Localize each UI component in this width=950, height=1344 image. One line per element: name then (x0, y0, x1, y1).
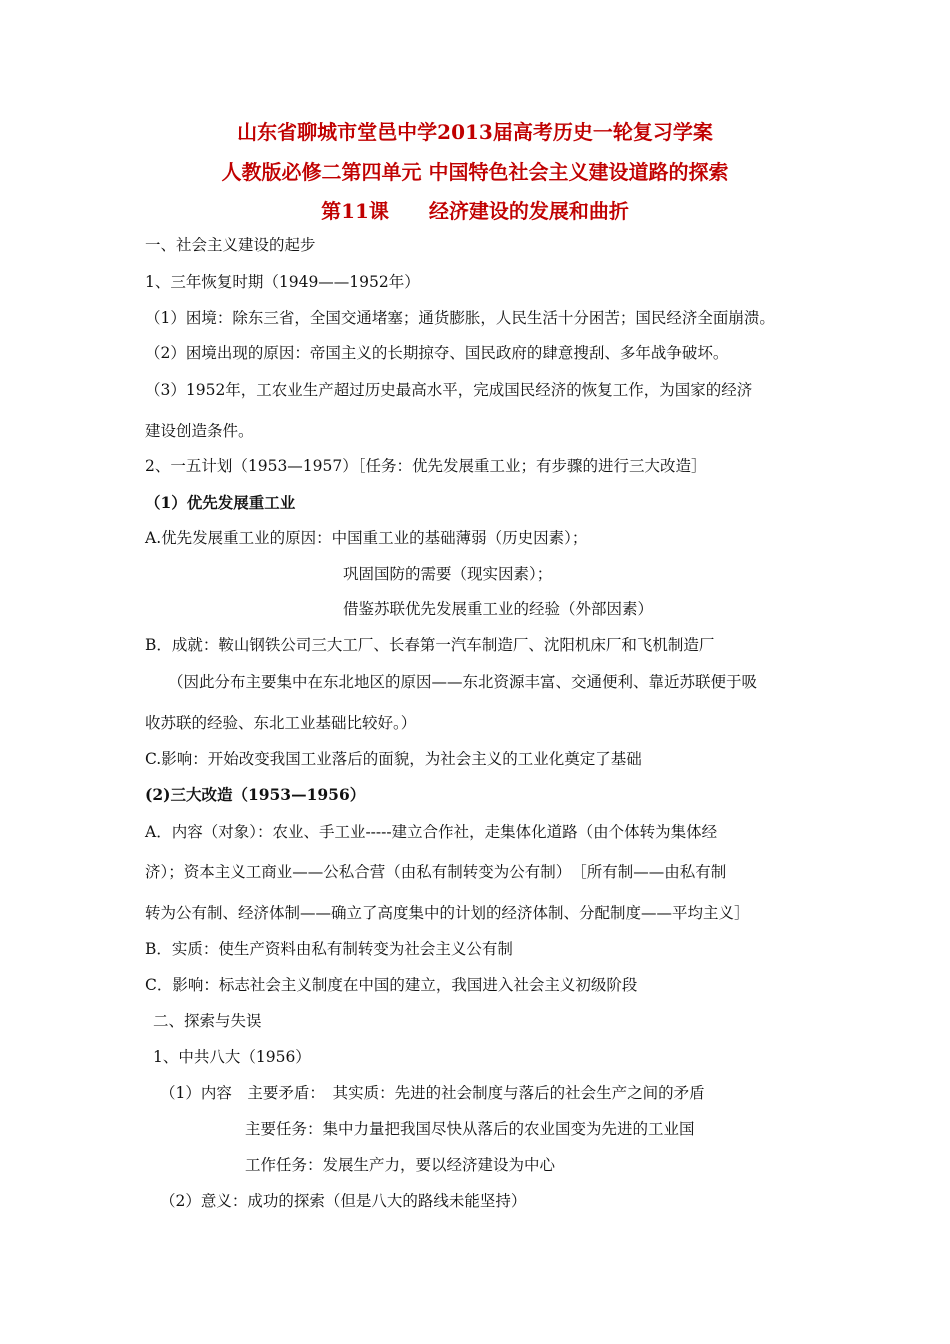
text-line: 建设创造条件。 (145, 422, 254, 440)
text-line: （1）内容 主要矛盾： 其实质：先进的社会制度与落后的社会生产之间的矛盾 (160, 1084, 705, 1102)
text-line: B．成就：鞍山钢铁公司三大工厂、长春第一汽车制造厂、沈阳机床厂和飞机制造厂 (145, 636, 715, 654)
text-line: 巩固国防的需要（现实因素）； (343, 565, 553, 583)
text-line: 转为公有制、经济体制——确立了高度集中的计划的经济体制、分配制度——平均主义］ (145, 904, 750, 922)
doc-title-school: 山东省聊城市堂邑中学2013届高考历史一轮复习学案 (237, 120, 713, 144)
text-line: （因此分布主要集中在东北地区的原因——东北资源丰富、交通便利、靠近苏联便于吸 (168, 673, 758, 691)
text-line: C．影响：标志社会主义制度在中国的建立，我国进入社会主义初级阶段 (145, 976, 638, 994)
text-line: （2）困境出现的原因：帝国主义的长期掠夺、国民政府的肆意搜刮、多年战争破坏。 (145, 344, 729, 362)
subsection-five-year-plan: 2、一五计划（1953—1957）［任务：优先发展重工业；有步骤的进行三大改造］ (145, 457, 707, 475)
subheading-heavy-industry: （1）优先发展重工业 (145, 493, 296, 512)
section-heading-1: 一、社会主义建设的起步 (145, 236, 316, 254)
text-line: （1）困境：除东三省，全国交通堵塞；通货膨胀，人民生活十分困苦；国民经济全面崩溃。 (145, 309, 775, 327)
text-line: C.影响：开始改变我国工业落后的面貌，为社会主义的工业化奠定了基础 (145, 750, 642, 768)
text-line: 借鉴苏联优先发展重工业的经验（外部因素） (343, 600, 654, 618)
subsection-eighth-congress: 1、中共八大（1956） (153, 1048, 311, 1066)
text-line: （3）1952年，工农业生产超过历史最高水平，完成国民经济的恢复工作，为国家的经济 (145, 381, 753, 399)
text-line: A.优先发展重工业的原因：中国重工业的基础薄弱（历史因素）； (145, 529, 588, 547)
text-line: B．实质：使生产资料由私有制转变为社会主义公有制 (145, 940, 513, 958)
text-line: 收苏联的经验、东北工业基础比较好。） (145, 714, 417, 732)
text-line: 主要任务：集中力量把我国尽快从落后的农业国变为先进的工业国 (245, 1120, 695, 1138)
text-line: 工作任务：发展生产力，要以经济建设为中心 (245, 1156, 556, 1174)
text-line: （2）意义：成功的探索（但是八大的路线未能坚持） (160, 1192, 527, 1210)
doc-title-unit: 人教版必修二第四单元 中国特色社会主义建设道路的探索 (221, 160, 729, 184)
text-line: 济）；资本主义工商业——公私合营（由私有制转变为公有制） ［所有制——由私有制 (145, 863, 727, 881)
text-line: A．内容（对象）：农业、手工业-----建立合作社，走集体化道路（由个体转为集体经 (145, 823, 718, 841)
subsection-recovery-period: 1、三年恢复时期（1949——1952年） (145, 273, 420, 291)
section-heading-2: 二、探索与失误 (153, 1012, 262, 1030)
doc-title-lesson: 第11课 经济建设的发展和曲折 (321, 199, 629, 223)
subheading-three-transformations: (2)三大改造（1953—1956） (145, 785, 366, 804)
